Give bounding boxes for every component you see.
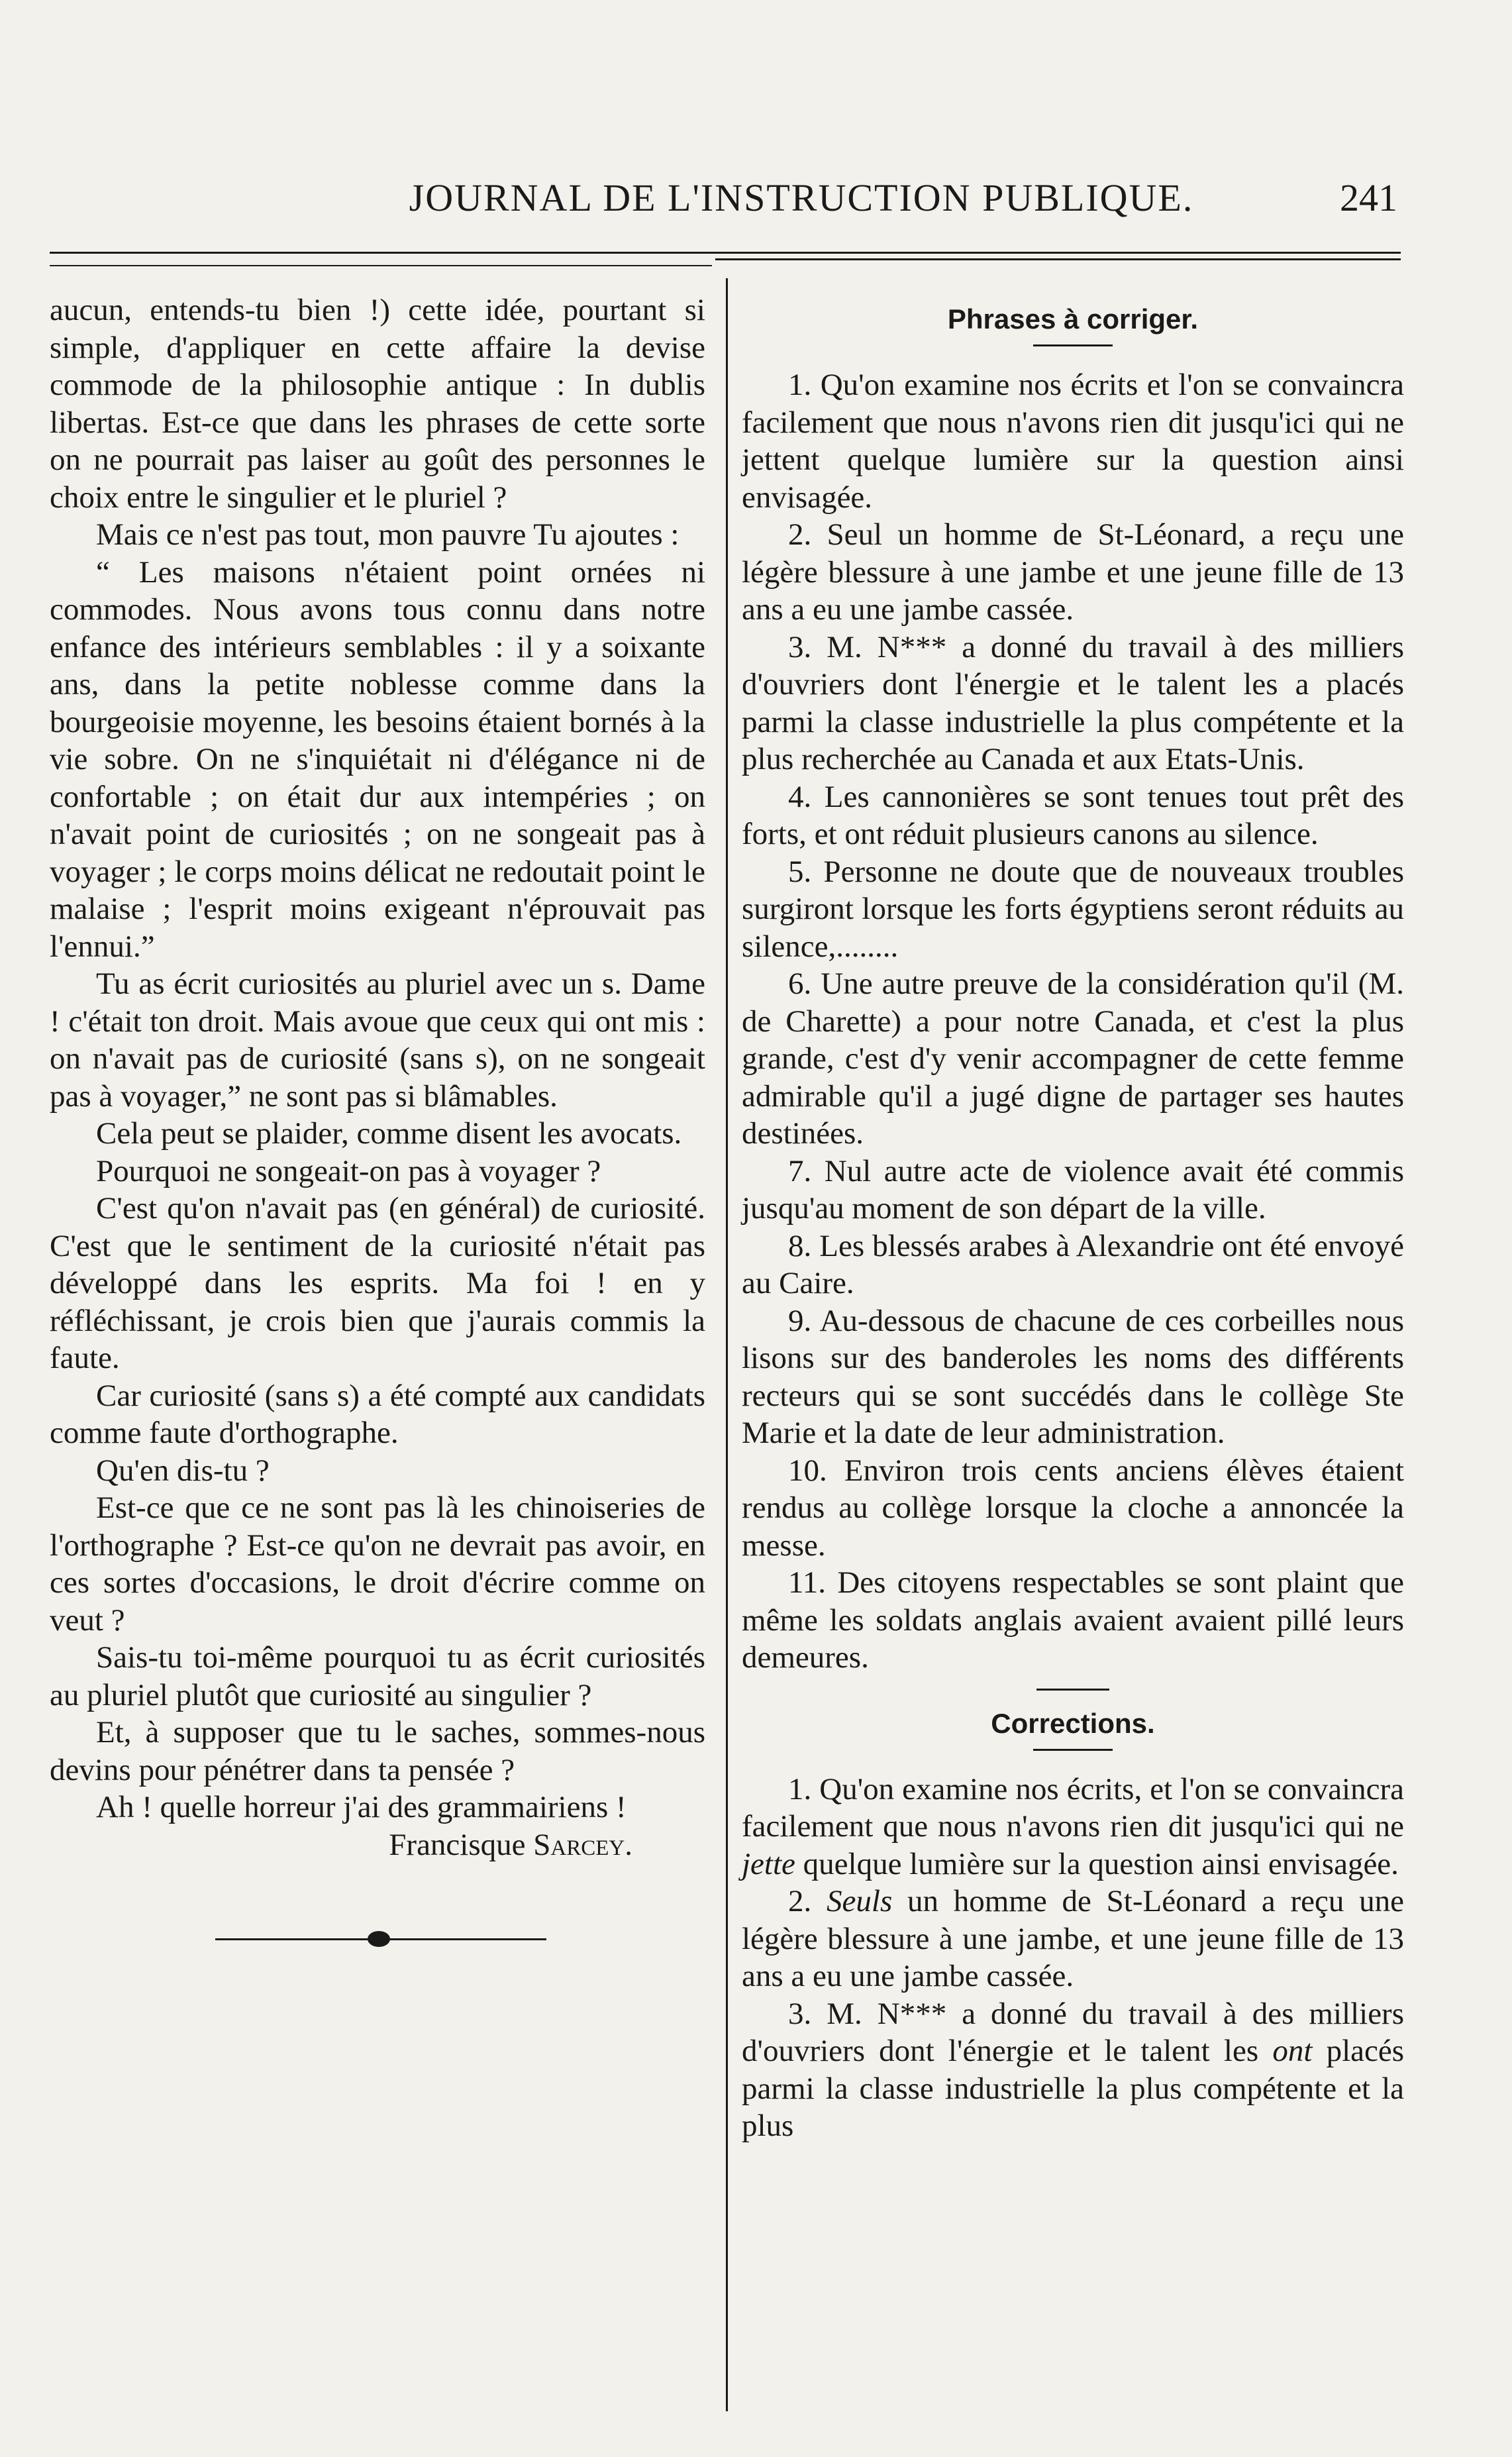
exercise-sentence: 1. Qu'on examine nos écrits et l'on se convaincra facilement que nous n'avons rien dit jusqu'ici qui ne jettent quelque lumière sur la question ainsi envisagée. xyxy=(742,368,1404,515)
ornamental-rule xyxy=(215,1930,546,1950)
exercise-sentence: 6. Une autre preuve de la considération qu'il (M. de Charette) a pour notre Canada, et c'est la plus grande, c'est d'y venir accompagner de cette femme admirable qu'il a jugé digne de partager ses hautes destinées. xyxy=(742,967,1404,1151)
section-title-corrections: Corrections. xyxy=(991,1707,1155,1739)
header-rule-left xyxy=(50,265,712,266)
section-separator xyxy=(1036,1689,1109,1691)
paragraph: Ah ! quelle horreur j'ai des grammairiens ! xyxy=(96,1790,627,1824)
header-rule xyxy=(50,252,1401,254)
column-divider xyxy=(726,278,728,2411)
section-title-phrases: Phrases à corriger. xyxy=(947,303,1199,335)
paragraph: Sais-tu toi-même pourquoi tu as écrit curiosités au pluriel plutôt que curiosité au singulier ? xyxy=(50,1640,705,1712)
quotation: “ Les maisons n'étaient point ornées ni commodes. Nous avons tous connu dans notre enfance des intérieurs semblables : il y a soixante ans, dans la petite noblesse comme dans la bourgeoisie moyenne, les besoins étaient bornés à la vie sobre. On ne s'inquiétait ni d'élégance ni de confortable ; on était dur aux intempéries ; on n'avait point de curiosités ; on ne songeait pas à voyager ; le corps moins délicat ne redoutait point le malaise ; l'esprit moins exigeant n'éprouvait pas l'ennui.” xyxy=(50,554,705,964)
exercise-sentence: 2. Seul un homme de St-Léonard, a reçu une légère blessure à une jambe et une jeune fille de 13 ans a eu une jambe cassée. xyxy=(742,517,1404,627)
correction-sentence: 3. M. N*** a donné du travail à des milliers d'ouvriers dont l'énergie et le talent les ont placés parmi la classe industrielle la plus compétente et la plus xyxy=(742,1996,1404,2143)
exercise-sentence: 8. Les blessés arabes à Alexandrie ont été envoyé au Caire. xyxy=(742,1228,1404,1300)
paragraph: Et, à supposer que tu le saches, sommes-nous devins pour pénétrer dans ta pensée ? xyxy=(50,1715,705,1787)
signature-surname: Sarcey. xyxy=(533,1827,632,1862)
section-rule xyxy=(1033,344,1113,346)
paragraph: Tu as écrit curiosités au pluriel avec un s. Dame ! c'était ton droit. Mais avoue que ceux qui ont mis : on n'avait pas de curiosité (sans s), on ne songeait pas à voyager,” ne sont pas si blâmables. xyxy=(50,967,705,1114)
paragraph: Car curiosité (sans s) a été compté aux candidats comme faute d'orthographe. xyxy=(50,1378,705,1450)
exercise-sentence: 10. Environ trois cents anciens élèves étaient rendus au collège lorsque la cloche a annoncée la messe. xyxy=(742,1453,1404,1563)
paragraph: Est-ce que ce ne sont pas là les chinoiseries de l'orthographe ? Est-ce qu'on ne devrait pas avoir, en ces sortes d'occasions, le droit d'écrire comme on veut ? xyxy=(50,1490,705,1638)
exercise-sentence: 3. M. N*** a donné du travail à des milliers d'ouvriers dont l'énergie et le talent les a placés parmi la classe industrielle la plus compétente et la plus recherchée au Canada et aux Etats-Unis. xyxy=(742,629,1404,776)
paragraph: aucun, entends-tu bien !) cette idée, pourtant si simple, d'appliquer en cette affaire la devise commode de la philosophie antique : In dublis libertas. Est-ce que dans les phrases de cette sorte on ne pourrait pas laiser au goût des personnes le choix entre le singulier et le pluriel ? xyxy=(50,293,705,515)
section-rule xyxy=(1033,1749,1113,1751)
paragraph: Mais ce n'est pas tout, mon pauvre Tu ajoutes : xyxy=(96,517,680,552)
paragraph: Pourquoi ne songeait-on pas à voyager ? xyxy=(96,1153,601,1188)
signature-first-name: Francisque xyxy=(389,1827,526,1862)
right-column xyxy=(742,291,1404,2145)
paragraph: C'est qu'on n'avait pas (en général) de curiosité. C'est que le sentiment de la curiosité n'était pas développé dans les esprits. Ma foi ! en y réfléchissant, je crois bien que j'aurais commis la faute. xyxy=(50,1191,705,1375)
exercise-sentence: 11. Des citoyens respectables se sont plaint que même les soldats anglais avaient avaient pillé leurs demeures. xyxy=(742,1565,1404,1675)
header-rule-right xyxy=(715,258,1401,260)
exercise-sentence: 5. Personne ne doute que de nouveaux troubles surgiront lorsque les forts égyptiens seront réduits au silence,........ xyxy=(742,854,1404,964)
running-header: JOURNAL DE L'INSTRUCTION PUBLIQUE. xyxy=(409,176,1194,219)
paragraph: Qu'en dis-tu ? xyxy=(96,1453,270,1488)
exercise-sentence: 7. Nul autre acte de violence avait été commis jusqu'au moment de son départ de la ville. xyxy=(742,1153,1404,1226)
exercise-sentence: 4. Les cannonières se sont tenues tout prêt des forts, et ont réduit plusieurs canons au silence. xyxy=(742,779,1404,851)
correction-sentence: 1. Qu'on examine nos écrits, et l'on se convaincra facilement que nous n'avons rien dit jusqu'ici qui ne jette quelque lumière sur la question ainsi envisagée. xyxy=(742,1771,1404,1881)
exercise-sentence: 9. Au-dessous de chacune de ces corbeilles nous lisons sur des banderoles les noms des différents recteurs qui se sont succédés dans le collège Ste Marie et la date de leur administration. xyxy=(742,1303,1404,1450)
paragraph: Cela peut se plaider, comme disent les avocats. xyxy=(96,1116,682,1151)
page-number: 241 xyxy=(1340,176,1397,219)
left-column xyxy=(50,291,705,1950)
signature xyxy=(50,1826,705,1864)
correction-sentence: 2. Seuls un homme de St-Léonard a reçu une légère blessure à une jambe, et une jeune fille de 13 ans a eu une jambe cassée. xyxy=(742,1884,1405,1993)
